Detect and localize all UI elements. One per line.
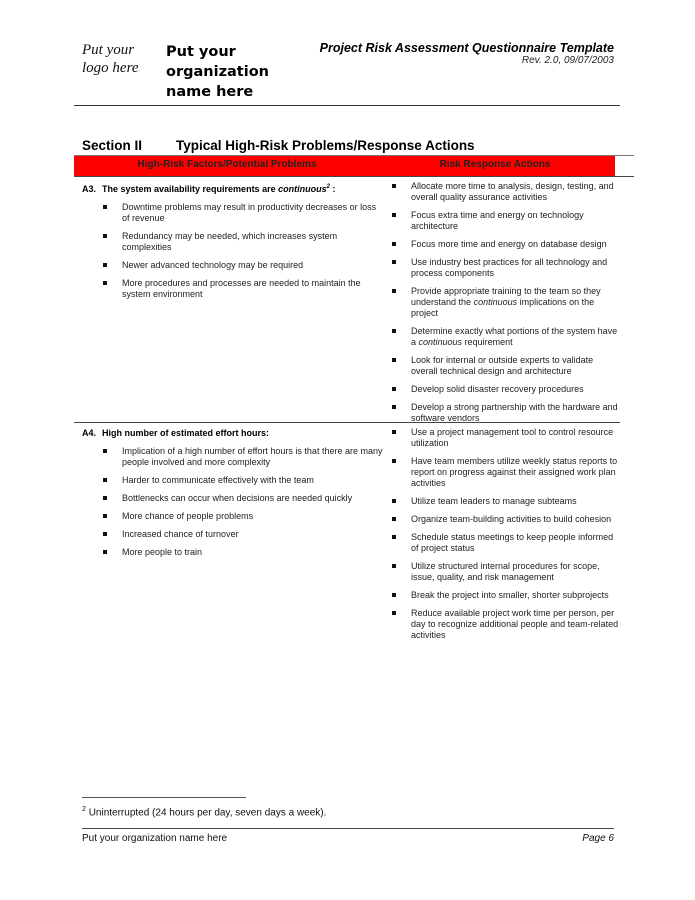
revision-label: Rev. 2.0, 09/07/2003 bbox=[521, 55, 614, 66]
table-header bbox=[74, 155, 634, 177]
logo-placeholder: Put your logo here bbox=[82, 42, 139, 76]
page-number: Page 6 bbox=[582, 833, 614, 844]
risk-table bbox=[74, 155, 634, 658]
list-item: Use industry best practices for all technology and process components bbox=[384, 257, 620, 279]
list-item: Downtime problems may result in productivity decreases or loss of revenue bbox=[74, 202, 384, 224]
list-item: More people to train bbox=[74, 547, 384, 558]
bullet-icon bbox=[103, 234, 107, 238]
bullet-icon bbox=[392, 459, 396, 463]
list-item: Have team members utilize weekly status reports to report on progress against their assigned work plan activities bbox=[384, 456, 620, 489]
header-divider bbox=[74, 105, 620, 106]
list-item: Harder to communicate effectively with the team bbox=[74, 475, 384, 486]
actions-cell bbox=[384, 423, 620, 641]
bullet-icon bbox=[392, 593, 396, 597]
problems-cell bbox=[74, 177, 384, 300]
bullet-icon bbox=[392, 405, 396, 409]
bullet-icon bbox=[392, 260, 396, 264]
actions-list bbox=[384, 181, 620, 424]
actions-cell bbox=[384, 177, 620, 424]
list-item: Newer advanced technology may be required bbox=[74, 260, 384, 271]
problems-list bbox=[74, 446, 384, 558]
bullet-icon bbox=[392, 611, 396, 615]
footer-divider bbox=[82, 828, 614, 829]
actions-list bbox=[384, 427, 620, 641]
list-item: More procedures and processes are needed to maintain the system environment bbox=[74, 278, 384, 300]
list-item: Reduce available project work time per person, per day to recognize additional people and team-related activities bbox=[384, 608, 620, 641]
footer-organization: Put your organization name here bbox=[82, 833, 228, 844]
list-item: Use a project management tool to control resource utilization bbox=[384, 427, 620, 449]
table-row-a3 bbox=[74, 177, 620, 423]
bullet-icon bbox=[392, 184, 396, 188]
bullet-icon bbox=[392, 430, 396, 434]
bullet-icon bbox=[103, 263, 107, 267]
document-title-block bbox=[320, 41, 614, 67]
bullet-icon bbox=[392, 387, 396, 391]
footnote-divider bbox=[82, 797, 246, 798]
bullet-icon bbox=[103, 478, 107, 482]
bullet-icon bbox=[392, 564, 396, 568]
list-item: More chance of people problems bbox=[74, 511, 384, 522]
list-item: Focus more time and energy on database design bbox=[384, 239, 620, 250]
bullet-icon bbox=[103, 550, 107, 554]
list-item: Develop a strong partnership with the hardware and software vendors bbox=[384, 402, 620, 424]
column-header-actions: Risk Response Actions bbox=[439, 159, 551, 170]
table-row-a4 bbox=[74, 423, 620, 658]
bullet-icon bbox=[103, 281, 107, 285]
list-item: Bottlenecks can occur when decisions are needed quickly bbox=[74, 493, 384, 504]
bullet-icon bbox=[392, 517, 396, 521]
list-item: Schedule status meetings to keep people informed of project status bbox=[384, 532, 620, 554]
question-title: A3. The system availability requirements are continuous$^2$ : bbox=[82, 184, 336, 194]
list-item: Utilize structured internal procedures for scope, issue, quality, and risk management bbox=[384, 561, 620, 583]
list-item: Break the project into smaller, shorter subprojects bbox=[384, 590, 620, 601]
list-item: Look for internal or outside experts to validate overall technical design and architecture bbox=[384, 355, 620, 377]
bullet-icon bbox=[392, 535, 396, 539]
list-item: Develop solid disaster recovery procedures bbox=[384, 384, 620, 395]
bullet-icon bbox=[103, 532, 107, 536]
question-title: A4. High number of estimated effort hours: bbox=[82, 428, 270, 438]
section-title: Typical High-Risk Problems/Response Actions bbox=[176, 138, 475, 153]
bullet-icon bbox=[392, 499, 396, 503]
list-item: Provide appropriate training to the team so they understand the continuous implications on the project bbox=[384, 286, 620, 319]
footnote: $^2$ Uninterrupted (24 hours per day, seven days a week). bbox=[82, 806, 327, 819]
bullet-icon bbox=[392, 358, 396, 362]
list-item: Implication of a high number of effort hours is that there are many people involved and more complexity bbox=[74, 446, 384, 468]
bullet-icon bbox=[392, 242, 396, 246]
list-item: Redundancy may be needed, which increases system complexities bbox=[74, 231, 384, 253]
list-item: Focus extra time and energy on technology architecture bbox=[384, 210, 620, 232]
list-item: Allocate more time to analysis, design, testing, and overall quality assurance activities bbox=[384, 181, 620, 203]
footnote-ref: 2 bbox=[326, 184, 330, 190]
section-heading bbox=[82, 138, 475, 153]
list-item: Determine exactly what portions of the system have a continuous requirement bbox=[384, 326, 620, 348]
bullet-icon bbox=[392, 329, 396, 333]
bullet-icon bbox=[103, 449, 107, 453]
problems-list bbox=[74, 202, 384, 300]
bullet-icon bbox=[103, 496, 107, 500]
list-item: Increased chance of turnover bbox=[74, 529, 384, 540]
organization-name: Put your organization name here bbox=[166, 44, 269, 100]
column-header-problems: High-Risk Factors/Potential Problems bbox=[137, 159, 317, 170]
document-title: Project Risk Assessment Questionnaire Template bbox=[319, 41, 614, 55]
bullet-icon bbox=[392, 289, 396, 293]
list-item: Organize team-building activities to build cohesion bbox=[384, 514, 620, 525]
bullet-icon bbox=[103, 205, 107, 209]
list-item: Utilize team leaders to manage subteams bbox=[384, 496, 620, 507]
section-number: Section II bbox=[82, 138, 143, 153]
bullet-icon bbox=[103, 514, 107, 518]
problems-cell bbox=[74, 423, 384, 558]
bullet-icon bbox=[392, 213, 396, 217]
